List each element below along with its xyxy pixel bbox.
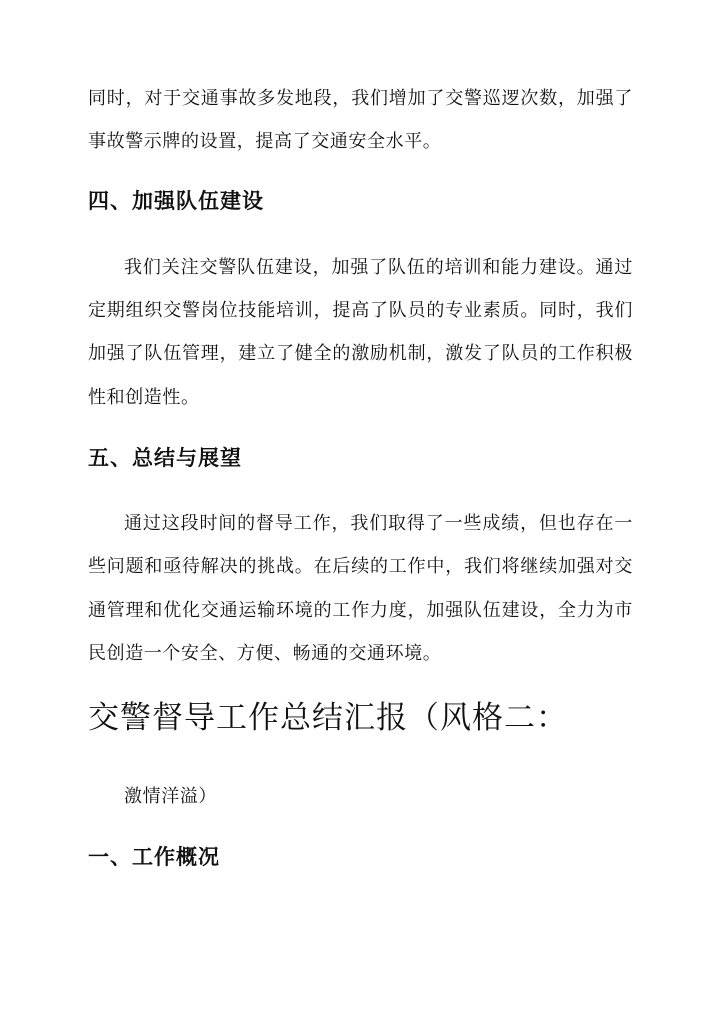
section-heading-1: 一、工作概况 bbox=[88, 844, 220, 869]
paragraph-line: 我们关注交警队伍建设，加强了队伍的培训和能力建设。通过 bbox=[124, 257, 633, 278]
paragraph-line: 民创造一个安全、方便、畅通的交通环境。 bbox=[88, 643, 442, 664]
paragraph-line: 事故警示牌的设置，提高了交通安全水平。 bbox=[88, 131, 442, 152]
paragraph-line: 定期组织交警岗位技能培训，提高了队员的专业素质。同时，我们 bbox=[88, 300, 633, 321]
paragraph-line: 通过这段时间的督导工作，我们取得了一些成绩，但也存在一 bbox=[124, 513, 633, 534]
paragraph-line: 加强了队伍管理，建立了健全的激励机制，激发了队员的工作积极 bbox=[88, 343, 633, 364]
section-heading-5: 五、总结与展望 bbox=[88, 445, 242, 470]
document-subtitle: 激情洋溢） bbox=[124, 786, 217, 807]
section-heading-4: 四、加强队伍建设 bbox=[88, 188, 264, 213]
paragraph-line: 性和创造性。 bbox=[88, 387, 200, 408]
paragraph-line: 通管理和优化交通运输环境的工作力度，加强队伍建设，全力为市 bbox=[88, 600, 633, 621]
paragraph-line: 些问题和亟待解决的挑战。在后续的工作中，我们将继续加强对交 bbox=[88, 556, 633, 577]
document-title: 交警督导工作总结汇报（风格二： bbox=[88, 700, 568, 736]
paragraph-line: 同时，对于交通事故多发地段，我们增加了交警巡逻次数，加强了 bbox=[88, 88, 633, 109]
